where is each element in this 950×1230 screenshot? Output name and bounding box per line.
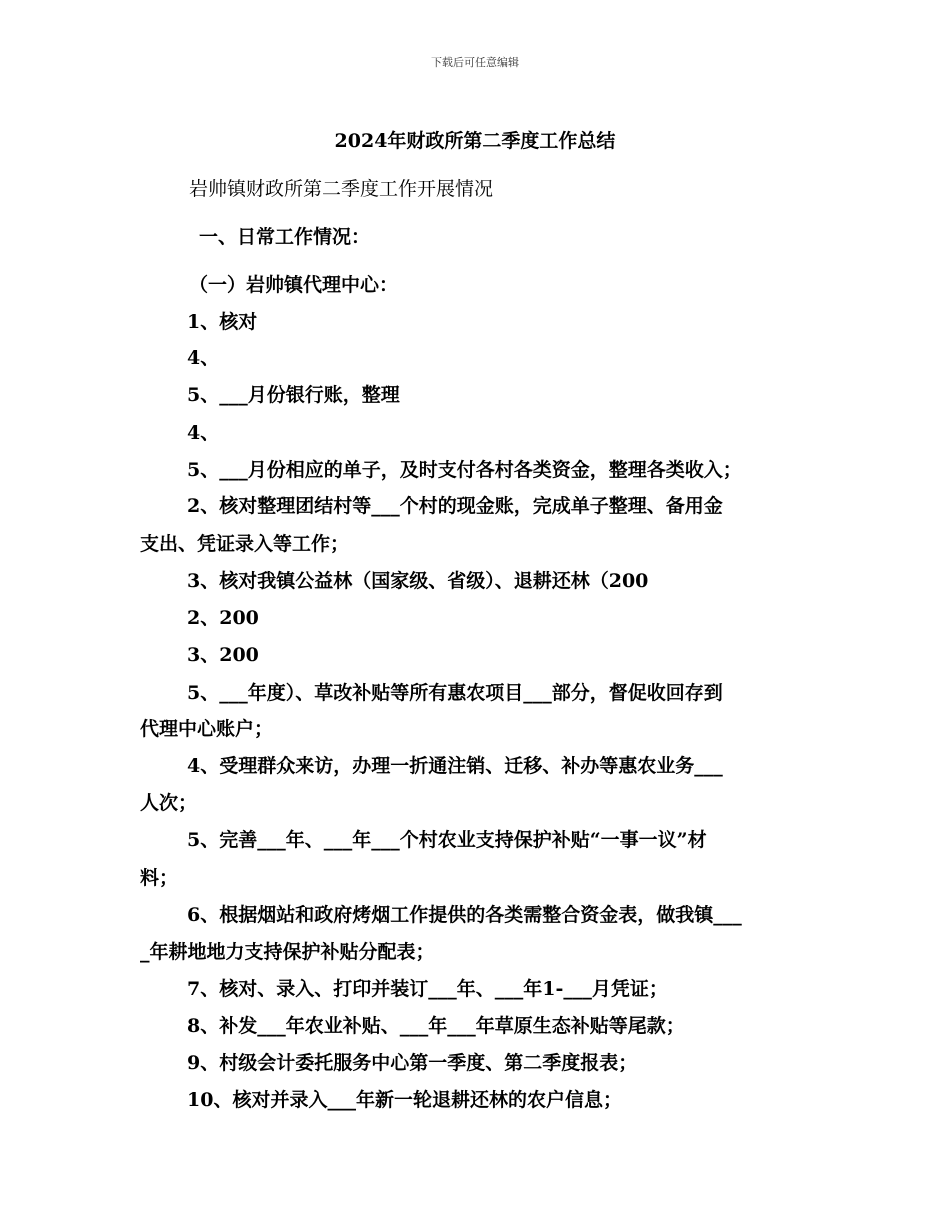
section-heading: 一、日常工作情况： [199,226,371,248]
paragraph-line: 支出、凭证录入等工作； [140,533,350,555]
paragraph-line: 4、受理群众来访，办理一折通注销、迁移、补办等惠农业务___ [187,755,723,777]
paragraph-line: 5、___月份相应的单子，及时支付各村各类资金，整理各类收入； [187,459,742,481]
header-note: 下载后可任意编辑 [431,56,519,69]
document-title: 2024年财政所第二季度工作总结 [334,130,616,152]
paragraph-line: 料； [140,867,179,889]
paragraph-line: 5、完善___年、___年___个村农业支持保护补贴“一事一议”材 [187,829,707,851]
paragraph-line: 1、核对 [187,311,258,333]
document-subtitle: 岩帅镇财政所第二季度工作开展情况 [189,178,494,200]
paragraph-line: 4、 [187,347,220,369]
paragraph-line: 9、村级会计委托服务中心第一季度、第二季度报表； [187,1052,638,1074]
paragraph-line: 4、 [187,422,220,444]
paragraph-line: 3、核对我镇公益林（国家级、省级）、退耕还林（200 [187,570,649,592]
paragraph-line: 代理中心账户； [140,718,274,740]
paragraph-line: 5、___年度）、草改补贴等所有惠农项目___部分，督促收回存到 [187,682,723,704]
paragraph-line: 2、200 [187,607,259,629]
paragraph-line: 10、核对并录入___年新一轮退耕还林的农户信息； [187,1089,622,1111]
paragraph-line: 3、200 [187,644,259,666]
paragraph-line: 8、补发___年农业补贴、___年___年草原生态补贴等尾款； [187,1015,685,1037]
paragraph-line: 2、核对整理团结村等___个村的现金账，完成单子整理、备用金 [187,495,723,517]
subsection-heading: （一）岩帅镇代理中心： [189,274,399,296]
paragraph-line: _年耕地地力支持保护补贴分配表； [140,941,435,963]
paragraph-line: 7、核对、录入、打印并装订___年、___年1-___月凭证； [187,978,668,1000]
paragraph-line: 6、根据烟站和政府烤烟工作提供的各类需整合资金表，做我镇___ [187,904,742,926]
paragraph-line: 人次； [140,792,198,814]
paragraph-line: 5、___月份银行账，整理 [187,384,400,406]
